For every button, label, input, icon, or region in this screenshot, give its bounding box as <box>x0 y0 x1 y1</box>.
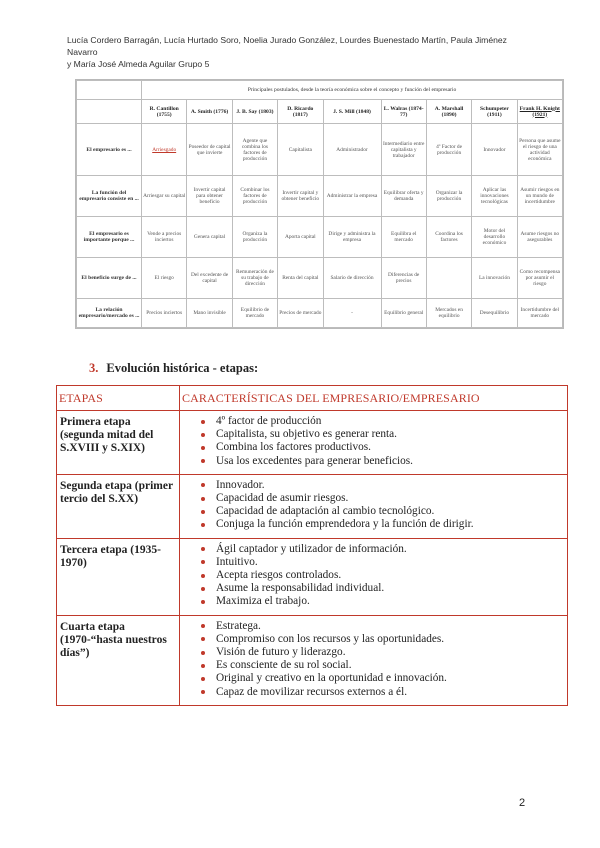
characteristic-item: Usa los excedentes para generar beneficios. <box>180 455 567 468</box>
theory-cell: Aplicar las innovaciones tecnológicas <box>472 176 517 217</box>
characteristic-item: Capitalista, su objetivo es generar renta. <box>180 428 567 441</box>
characteristic-item: Innovador. <box>180 479 567 492</box>
theory-col-header: J. S. Mill (1848) <box>323 100 381 124</box>
theory-cell: La innovación <box>472 258 517 299</box>
theory-cell: Persona que asume el riesgo de una actividad económica <box>517 124 562 176</box>
theory-cell: El riesgo <box>142 258 187 299</box>
characteristic-item: 4º factor de producción <box>180 415 567 428</box>
theory-cell: Precios inciertos <box>142 298 187 327</box>
theory-cell: Agente que combina los factores de producción <box>232 124 277 176</box>
stage-characteristics <box>180 615 568 705</box>
stages-header-row <box>57 386 568 411</box>
theory-col-header: D. Ricardo (1817) <box>278 100 323 124</box>
theory-cell: Incertidumbre del mercado <box>517 298 562 327</box>
theory-row-label: El beneficio surge de ... <box>77 258 142 299</box>
theory-cell: Renta del capital <box>278 258 323 299</box>
theory-cell: Equilibrio de mercado <box>232 298 277 327</box>
characteristic-item: Estratega. <box>180 620 567 633</box>
theory-cell: Remuneración de su trabajo de dirección <box>232 258 277 299</box>
theory-cell: Administrador <box>323 124 381 176</box>
theory-cell: Como recompensa por asumir el riesgo <box>517 258 562 299</box>
theory-table-title: Principales postulados, desde la teoría económica sobre el concepto y función del empresario <box>142 81 563 100</box>
authors-line-1: Lucía Cordero Barragán, Lucía Hurtado Soro, Noelia Jurado González, Lourdes Buenestado Martín, Paula Jiménez Navarro <box>67 35 507 57</box>
page-number: 2 <box>519 797 526 809</box>
stage-name: Segunda etapa (primer tercio del S.XX) <box>57 474 180 538</box>
stages-header-characteristics: CARACTERÍSTICAS DEL EMPRESARIO/EMPRESARIO <box>180 386 568 411</box>
theory-cell: 4º Factor de producción <box>426 124 471 176</box>
characteristics-list <box>180 479 567 532</box>
characteristic-item: Es consciente de su rol social. <box>180 659 567 672</box>
theory-cell: Aporta capital <box>278 217 323 258</box>
theory-row-label: La función del empresario consiste en ... <box>77 176 142 217</box>
characteristic-item: Intuitivo. <box>180 556 567 569</box>
characteristic-item: Capacidad de adaptación al cambio tecnológico. <box>180 505 567 518</box>
theory-cell: Poseedor de capital que invierte <box>187 124 232 176</box>
characteristic-item: Maximiza el trabajo. <box>180 595 567 608</box>
theory-table-header-row <box>77 100 563 124</box>
theory-table-row <box>77 258 563 299</box>
characteristic-item: Combina los factores productivos. <box>180 441 567 454</box>
theory-cell: Arriesgado <box>142 124 187 176</box>
characteristic-item: Conjuga la función emprendedora y la función de dirigir. <box>180 518 567 531</box>
stage-characteristics <box>180 411 568 475</box>
theory-table-row <box>77 176 563 217</box>
stage-characteristics <box>180 538 568 615</box>
theory-cell: Equilibra el mercado <box>381 217 426 258</box>
characteristics-list <box>180 620 567 699</box>
stage-characteristics <box>180 474 568 538</box>
theory-cell: Asume riesgos no asegurables <box>517 217 562 258</box>
characteristic-item: Visión de futuro y liderazgo. <box>180 646 567 659</box>
theory-table-image <box>75 79 564 329</box>
characteristics-list <box>180 415 567 468</box>
theory-col-header: A. Marshall (1890) <box>426 100 471 124</box>
theory-col-header: L. Walras (1874-77) <box>381 100 426 124</box>
theory-cell: Capitalista <box>278 124 323 176</box>
theory-col-header: Schumpeter (1911) <box>472 100 517 124</box>
theory-cell: Organiza la producción <box>232 217 277 258</box>
stage-row <box>57 615 568 705</box>
authors-header <box>67 34 537 70</box>
characteristics-list <box>180 543 567 609</box>
theory-cell: Intermediario entre capitalista y trabajador <box>381 124 426 176</box>
theory-row-label: El empresario es ... <box>77 124 142 176</box>
stage-row <box>57 538 568 615</box>
characteristic-item: Asume la responsabilidad individual. <box>180 582 567 595</box>
theory-cell: - <box>323 298 381 327</box>
theory-cell: Coordina los factores <box>426 217 471 258</box>
theory-cell: Del excedente de capital <box>187 258 232 299</box>
section-title: Evolución histórica - etapas: <box>106 361 259 375</box>
characteristic-item: Compromiso con los recursos y las oportunidades. <box>180 633 567 646</box>
theory-table-header-empty <box>77 100 142 124</box>
characteristic-item: Capacidad de asumir riesgos. <box>180 492 567 505</box>
stage-row <box>57 411 568 475</box>
theory-table <box>76 80 563 328</box>
theory-cell: Mano invisible <box>187 298 232 327</box>
stage-name: Primera etapa (segunda mitad del S.XVIII y S.XIX) <box>57 411 180 475</box>
characteristic-item: Ágil captador y utilizador de información. <box>180 543 567 556</box>
theory-cell: Asumir riesgos en un mundo de incertidumbre <box>517 176 562 217</box>
theory-table-row <box>77 124 563 176</box>
theory-cell: Innovador <box>472 124 517 176</box>
theory-cell: Combinar los factores de producción <box>232 176 277 217</box>
stage-name: Cuarta etapa (1970-“hasta nuestros días”) <box>57 615 180 705</box>
theory-cell: Arriesgar su capital <box>142 176 187 217</box>
stage-row <box>57 474 568 538</box>
characteristic-item: Capaz de movilizar recursos externos a él. <box>180 686 567 699</box>
characteristic-item: Acepta riesgos controlados. <box>180 569 567 582</box>
stages-header-stage: ETAPAS <box>57 386 180 411</box>
theory-col-header: Frank H. Knight (1921) <box>517 100 562 124</box>
theory-cell: Invertir capital para obtener beneficio <box>187 176 232 217</box>
theory-table-row <box>77 217 563 258</box>
authors-line-2: y María José Almeda Aguilar Grupo 5 <box>67 59 210 69</box>
characteristic-item: Original y creativo en la oportunidad e innovación. <box>180 672 567 685</box>
theory-cell: Equilibrio general <box>381 298 426 327</box>
theory-cell: Precios de mercado <box>278 298 323 327</box>
theory-cell: Equilibrar oferta y demanda <box>381 176 426 217</box>
theory-cell: Salario de dirección <box>323 258 381 299</box>
stages-table <box>56 385 568 706</box>
theory-table-corner <box>77 81 142 100</box>
theory-row-label: La relación empresario/mercado es ... <box>77 298 142 327</box>
theory-cell: Motor del desarrollo económico <box>472 217 517 258</box>
stage-name: Tercera etapa (1935-1970) <box>57 538 180 615</box>
theory-cell: Genera capital <box>187 217 232 258</box>
theory-cell: Desequilibrio <box>472 298 517 327</box>
theory-row-label: El empresario es importante porque ... <box>77 217 142 258</box>
theory-col-header: A. Smith (1776) <box>187 100 232 124</box>
section-heading <box>89 361 258 376</box>
theory-cell: Organizar la producción <box>426 176 471 217</box>
theory-cell: Mercados en equilibrio <box>426 298 471 327</box>
theory-cell: Dirige y administra la empresa <box>323 217 381 258</box>
theory-cell: Vende a precios inciertos <box>142 217 187 258</box>
theory-col-header: R. Cantillon (1755) <box>142 100 187 124</box>
theory-cell: Invertir capital y obtener beneficio <box>278 176 323 217</box>
theory-cell <box>426 258 471 299</box>
theory-col-header: J. B. Say (1803) <box>232 100 277 124</box>
theory-table-row <box>77 298 563 327</box>
theory-cell: Diferencias de precios <box>381 258 426 299</box>
section-number: 3. <box>89 361 99 375</box>
theory-cell: Administrar la empresa <box>323 176 381 217</box>
